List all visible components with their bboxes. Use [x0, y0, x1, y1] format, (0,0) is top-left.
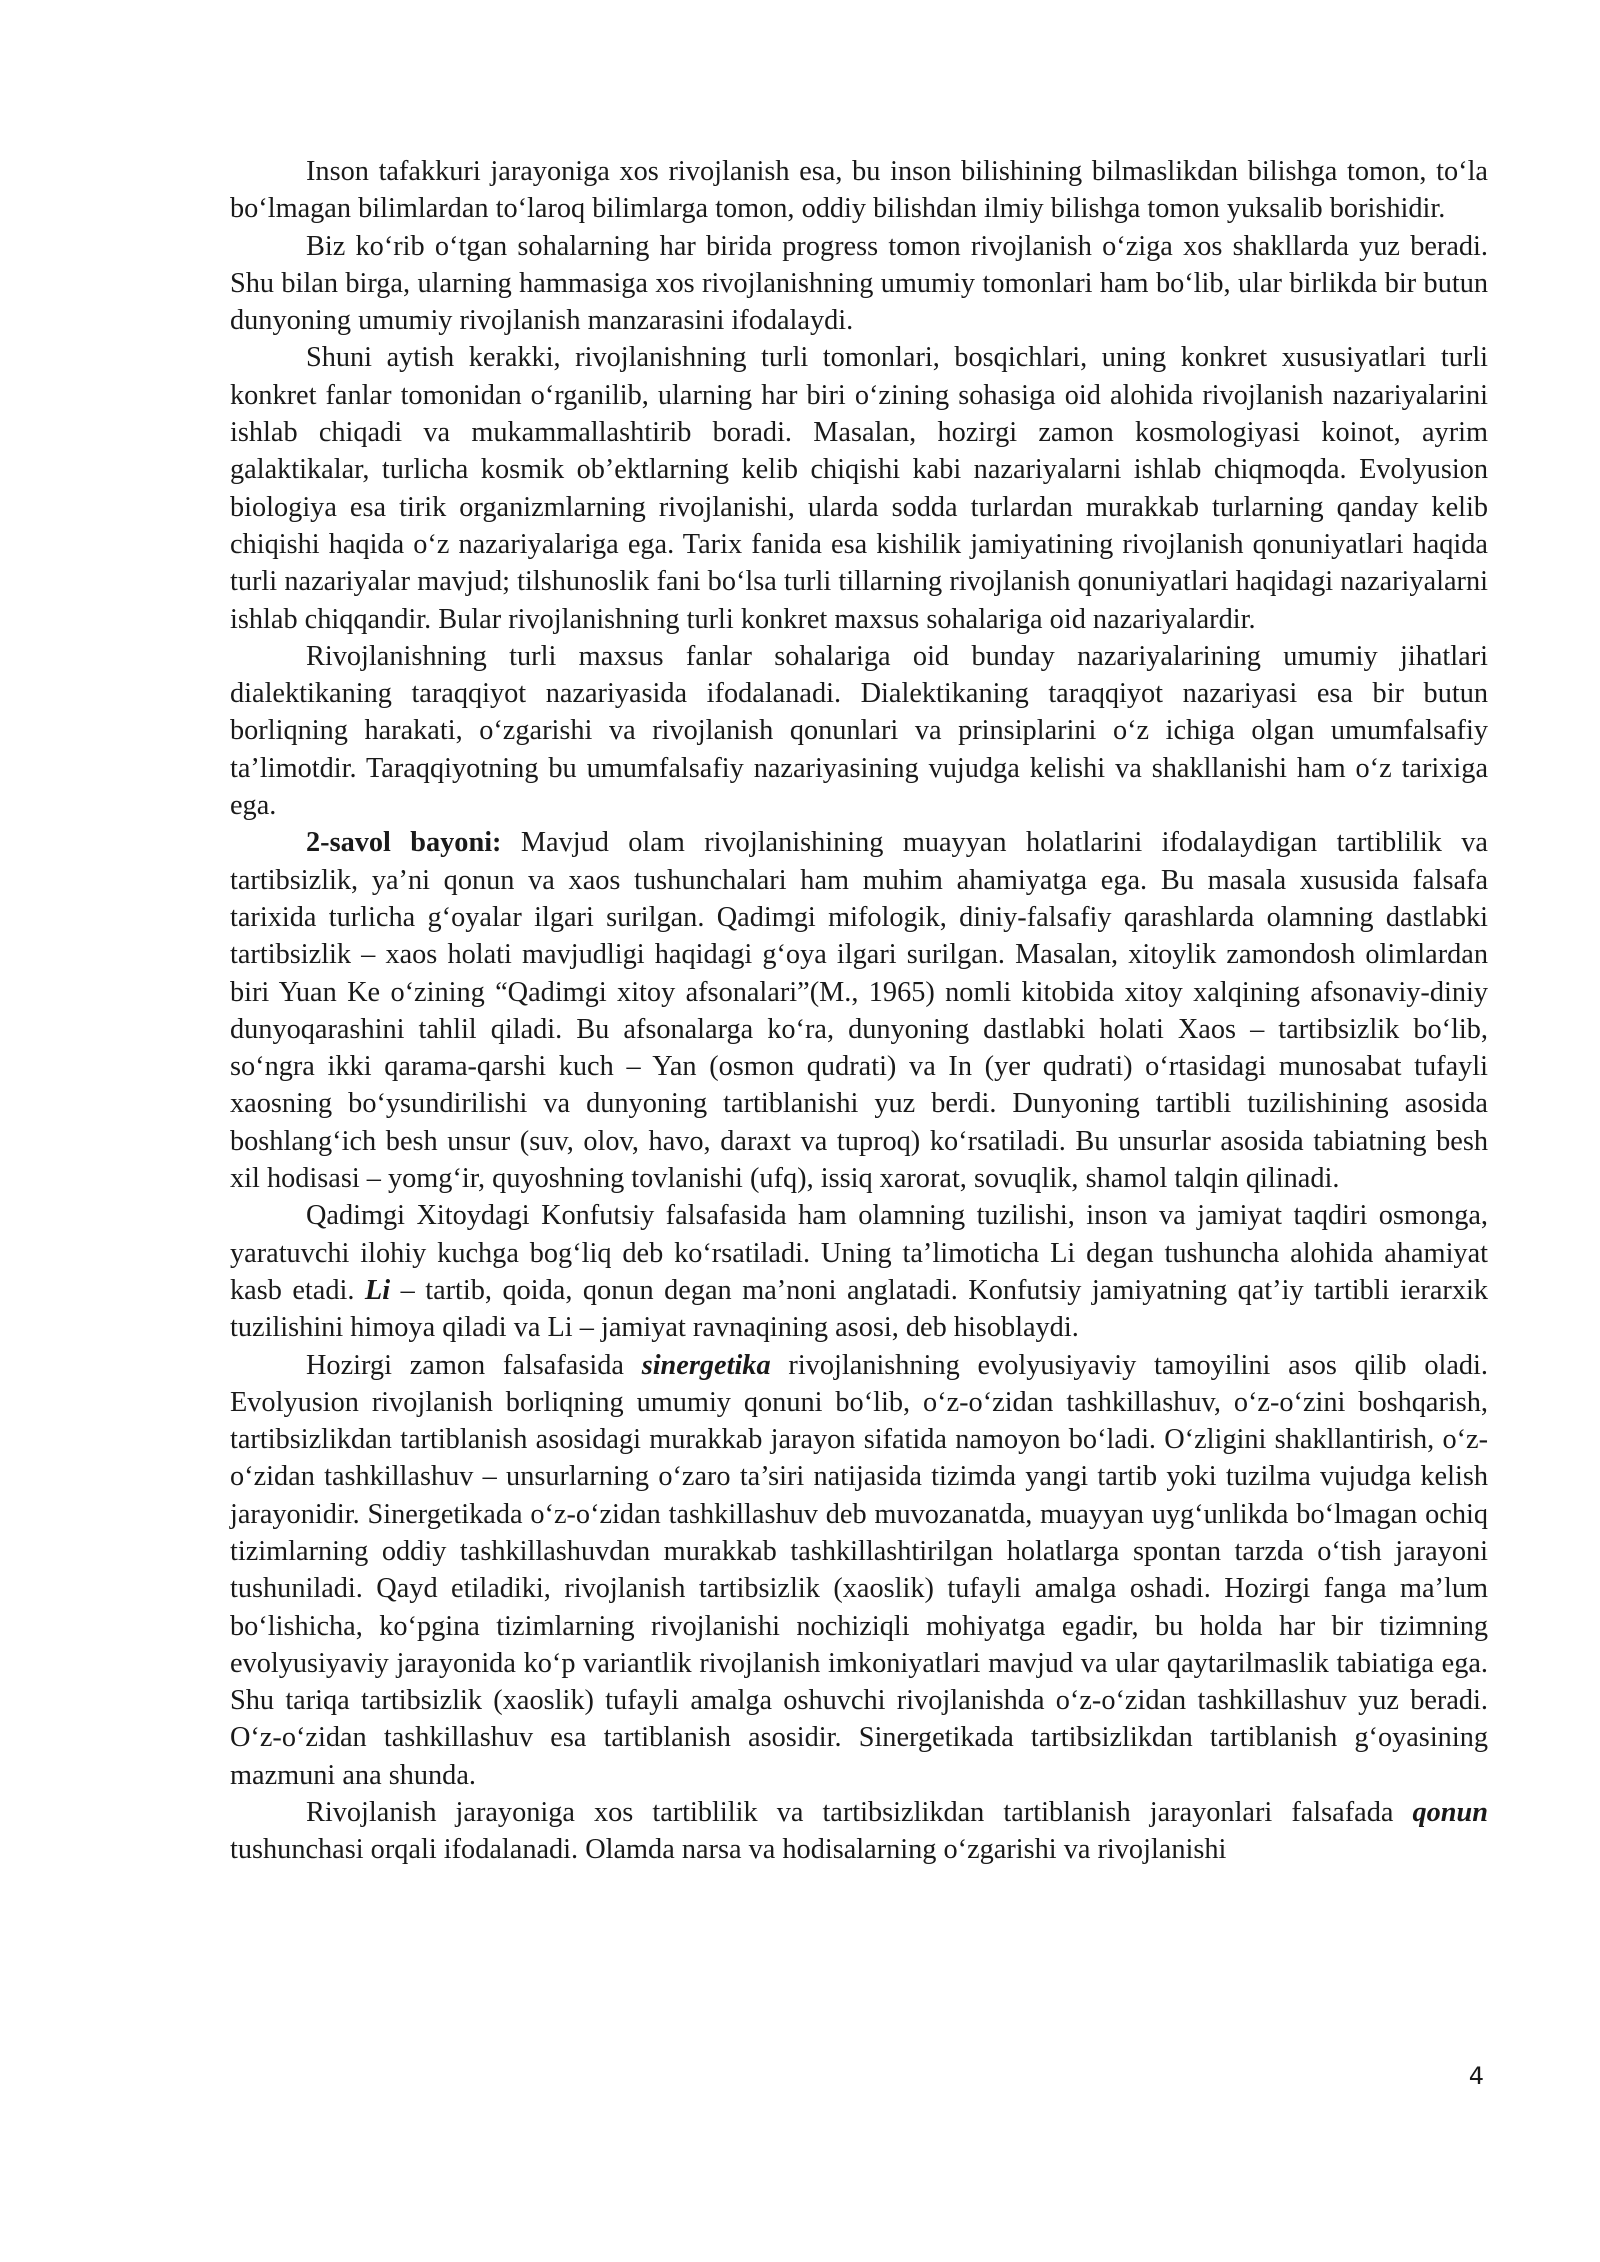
body-text: [230, 153, 1488, 1869]
page-number: 4: [1468, 2062, 1484, 2090]
paragraph-5-text: Mavjud olam rivojlanishining muayyan holatlarini ifodalaydigan tartiblilik va tartibsizlik, ya’ni qonun va xaos tushunchalari ham muhim ahamiyatga ega. Bu masala xususida falsafa tarixida turlicha g‘oyalar ilgari surilgan. Qadimgi mifologik, diniy-falsafiy qarashlarda olamning dastlabki tartibsizlik – xaos holati mavjudligi haqidagi g‘oya ilgari surilgan. Masalan, xitoylik zamondosh olimlardan biri Yuan Ke o‘zining “Qadimgi xitoy afsonalari”(M., 1965) nomli kitobida xitoy xalqining afsonaviy-diniy dunyoqarashini tahlil qiladi. Bu afsonalarga ko‘ra, dunyoning dastlabki holati Xaos – tartibsizlik bo‘lib, so‘ngra ikki qarama-qarshi kuch – Yan (osmon qudrati) va In (yer qudrati) o‘rtasidagi munosabat tufayli xaosning bo‘ysundirilishi va dunyoning tartiblanishi yuz berdi. Dunyoning tartibli tuzilishining asosida boshlang‘ich besh unsur (suv, olov, havo, daraxt va tuproq) ko‘rsatiladi. Bu unsurlar asosida tabiatning besh xil hodisasi – yomg‘ir, quyoshning tovlanishi (ufq), issiq xarorat, sovuqlik, shamol talqin qilinadi.: [230, 827, 1488, 1195]
paragraph-8: [230, 1794, 1488, 1869]
paragraph-4: Rivojlanishning turli maxsus fanlar sohalariga oid bunday nazariyalarining umumiy jihatlari dialektikaning taraqqiyot nazariyasida ifodalanadi. Dialektikaning taraqqiyot nazariyasi esa bir butun borliqning harakati, o‘zgarishi va rivojlanish qonunlari va prinsiplarini o‘z ichiga olgan umumfalsafiy ta’limotdir. Taraqqiyotning bu umumfalsafiy nazariyasining vujudga kelishi va shakllanishi ham o‘z tarixiga ega.: [230, 640, 1488, 822]
term-li: Li: [364, 1274, 391, 1306]
paragraph-1: Inson tafakkuri jarayoniga xos rivojlanish esa, bu inson bilishining bilmaslikdan bilishga tomon, to‘la bo‘lmagan bilimlardan to‘laroq bilimlarga tomon, oddiy bilishdan ilmiy bilishga tomon yuksalib borishidir.: [230, 156, 1488, 225]
question-label: 2-savol bayoni:: [306, 827, 502, 859]
paragraph-7-text-b: rivojlanishning evolyusiyaviy tamoyilini asos qilib oladi. Evolyusion rivojlanish borliqning umumiy qonuni bo‘lib, o‘z-o‘zidan tashkillashuv, o‘z-o‘zini boshqarish, tartibsizlikdan tartiblanish asosidagi murakkab jarayon sifatida namoyon bo‘ladi. O‘zligini shakllantirish, o‘z-o‘zidan tashkillashuv – unsurlarning o‘zaro ta’siri natijasida tizimda yangi tartib yoki tuzilma vujudga kelish jarayonidir. Sinergetikada o‘z-o‘zidan tashkillashuv deb muvozanatda, muayyan uyg‘unlikda bo‘lmagan ochiq tizimlarning oddiy tashkillashuvdan murakkab tashkillashtirilgan holatlarga spontan tarzda o‘tish jarayoni tushuniladi. Qayd etiladiki, rivojlanish tartibsizlik (xaoslik) tufayli amalga oshadi. Hozirgi fanga ma’lum bo‘lishicha, ko‘pgina tizimlarning rivojlanishi nochiziqli mohiyatga egadir, bu holda har bir tizimning evolyusiyaviy jarayonida ko‘p variantlik rivojlanish imkoniyatlari mavjud va ular qaytarilmaslik tabiatiga ega. Shu tariqa tartibsizlik (xaoslik) tufayli amalga oshuvchi rivojlanishda o‘z-o‘zidan tashkillashuv yuz beradi. O‘z-o‘zidan tashkillashuv esa tartiblanish asosidir. Sinergetikada tartibsizlikdan tartiblanish g‘oyasining mazmuni ana shunda.: [230, 1349, 1488, 1791]
paragraph-5: [230, 824, 1488, 1197]
paragraph-7-text-a: Hozirgi zamon falsafasida: [306, 1349, 642, 1381]
paragraph-2: Biz ko‘rib o‘tgan sohalarning har birida progress tomon rivojlanish o‘ziga xos shakllarda yuz beradi. Shu bilan birga, ularning hammasiga xos rivojlanishning umumiy tomonlari ham bo‘lib, ular birlikda bir butun dunyoning umumiy rivojlanish manzarasini ifodalaydi.: [230, 230, 1488, 337]
paragraph-6-text-b: – tartib, qoida, qonun degan ma’noni anglatadi. Konfutsiy jamiyatning qat’iy tartibli ierarxik tuzilishini himoya qiladi va Li – jamiyat ravnaqining asosi, deb hisoblaydi.: [230, 1274, 1488, 1344]
paragraph-8-text-b: tushunchasi orqali ifodalanadi. Olamda narsa va hodisalarning o‘zgarishi va rivojlanishi: [230, 1834, 1227, 1866]
term-sinergetika: sinergetika: [641, 1349, 771, 1381]
term-qonun: qonun: [1412, 1797, 1488, 1829]
paragraph-6-text-a: Qadimgi Xitoydagi Konfutsiy falsafasida ham olamning tuzilishi, inson va jamiyat taqdiri osmonga, yaratuvchi ilohiy kuchga bog‘liq deb ko‘rsatiladi. Uning ta’limoticha Li degan tushuncha alohida ahamiyat kasb etadi.: [230, 1200, 1488, 1306]
paragraph-3: Shuni aytish kerakki, rivojlanishning turli tomonlari, bosqichlari, uning konkret xususiyatlari turli konkret fanlar tomonidan o‘rganilib, ularning har biri o‘zining sohasiga oid alohida rivojlanish nazariyalarini ishlab chiqadi va mukammallashtirib boradi. Masalan, hozirgi zamon kosmologiyasi koinot, ayrim galaktikalar, turlicha kosmik ob’ektlarning kelib chiqishi kabi nazariyalarni ishlab chiqmoqda. Evolyusion biologiya esa tirik organizmlarning rivojlanishi, ularda sodda turlardan murakkab turlarning qanday kelib chiqishi haqida o‘z nazariyalariga ega. Tarix fanida esa kishilik jamiyatining rivojlanish qonuniyatlari haqida turli nazariyalar mavjud; tilshunoslik fani bo‘lsa turli tillarning rivojlanish qonuniyatlari haqidagi nazariyalarni ishlab chiqqandir. Bular rivojlanishning turli konkret maxsus sohalariga oid nazariyalardir.: [230, 342, 1488, 635]
paragraph-6: [230, 1197, 1488, 1346]
paragraph-7: [230, 1347, 1488, 1795]
paragraph-8-text-a: Rivojlanish jarayoniga xos tartiblilik va tartibsizlikdan tartiblanish jarayonlari falsafada: [306, 1797, 1413, 1829]
